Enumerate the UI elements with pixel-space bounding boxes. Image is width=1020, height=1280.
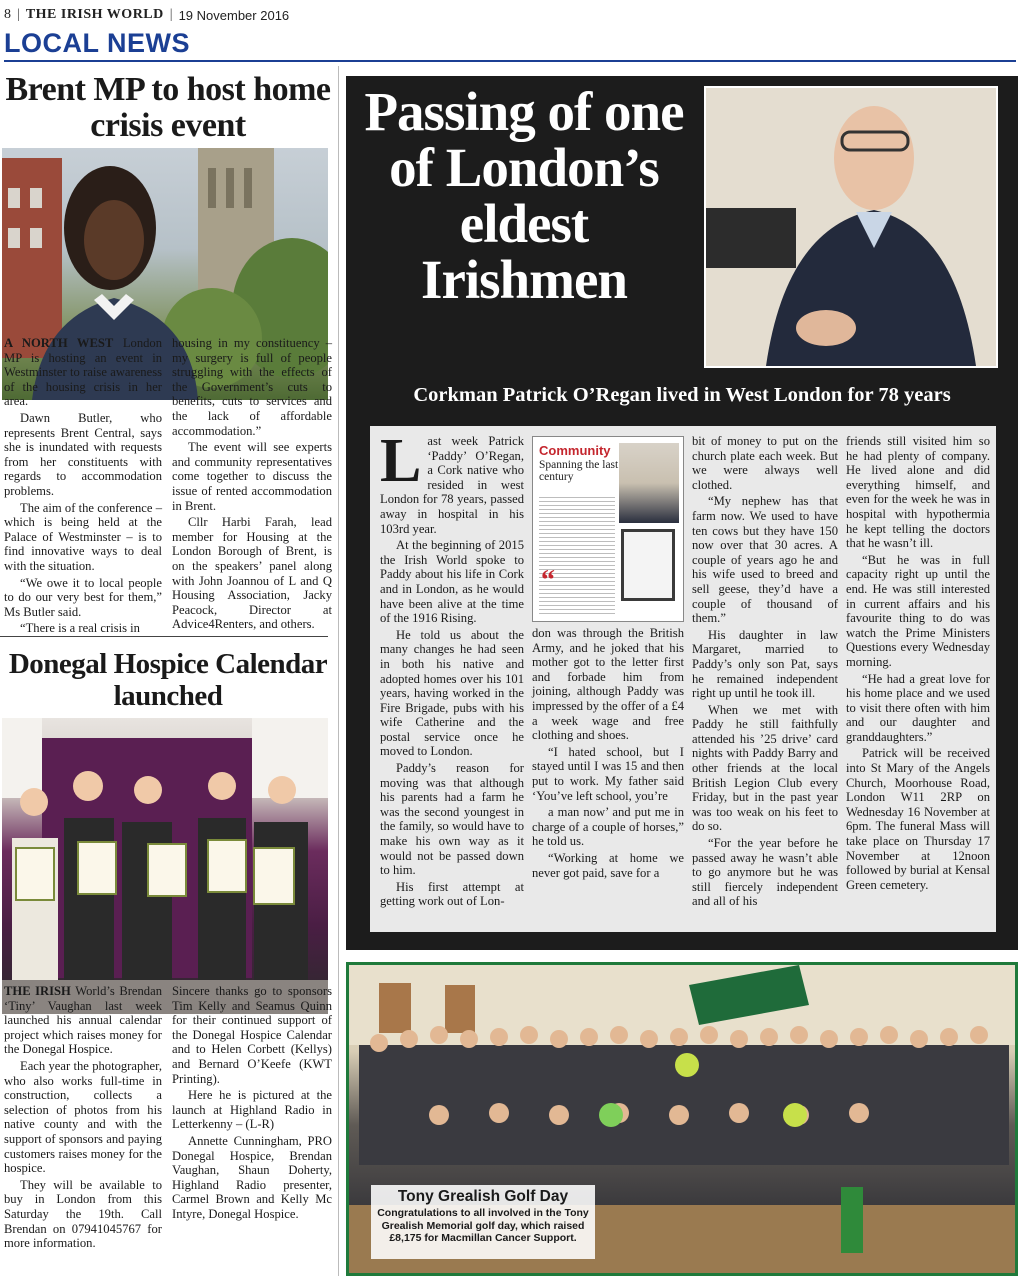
patrick-oregan-photo-art	[706, 88, 996, 366]
feature-para: His first attempt at getting work out of Lon-	[380, 879, 524, 909]
page-number: 8	[4, 7, 11, 22]
feature-para: “He had a great love for his home place and we used to visit there often with him and our daughter and granddaughters.”	[846, 671, 990, 744]
brent-para: The event will see experts and community representatives come together to discuss the issue of rented accommodation in Brent.	[172, 440, 332, 513]
feature-col1	[380, 427, 524, 911]
feature-para: Paddy’s reason for moving was that although his parents had a farm he was the second youngest in the family, so would have to make his own way as it would not be passed down to him.	[380, 761, 524, 878]
feature-para: His daughter in law Margaret, married to Paddy’s only son Pat, says he remained independent right up until he took ill.	[692, 627, 838, 701]
brent-para: “We owe it to local people to do our very best for them,” Ms Butler said.	[4, 575, 162, 619]
brent-para	[4, 336, 162, 409]
donegal-para: Here he is pictured at the launch at Highland Radio in Letterkenny – (L-R)	[172, 1088, 332, 1132]
donegal-headline: Donegal Hospice Calendar launched	[8, 648, 328, 712]
feature-para: He told us about the many changes he had seen in both his native and adopted homes over his 101 years, having worked in the Fire Brigade, pubs with his wife Catherine and the postal service once he moved to London.	[380, 627, 524, 759]
feature-col3	[692, 434, 838, 911]
clip-kicker: Community	[539, 443, 611, 458]
drop-cap: L	[380, 427, 422, 495]
donegal-para	[4, 984, 162, 1057]
feature-panel	[370, 426, 996, 932]
clip-photo	[619, 443, 679, 523]
feature-para: When we met with Paddy he still faithfully attended his ’25 drive’ card nights with Paddy Barry and other friends at the local British Legion Club every Friday, but in the past year was too weak on his feet to do so.	[692, 702, 838, 834]
golf-caption-text: Congratulations to all involved in the Tony Grealish Memorial golf day, which raised £8,175 for Macmillan Cancer Support.	[377, 1207, 589, 1244]
feature-para: “I hated school, but I stayed until I was 15 and then put to work. My father said ‘You’ve left school, you’re	[532, 744, 684, 803]
archive-clipping	[532, 436, 684, 622]
donegal-launch-photo	[2, 718, 328, 1014]
section-title: LOCAL NEWS	[4, 26, 1016, 62]
brent-para: Dawn Butler, who represents Brent Central, says she is inundated with requests from her constituents with regards to accommodation problems.	[4, 410, 162, 498]
masthead	[4, 4, 1016, 26]
feature-subheadline: Corkman Patrick O’Regan lived in West London for 78 years	[413, 384, 951, 406]
column-divider	[338, 66, 339, 1276]
donegal-launch-photo-art	[2, 718, 328, 1014]
feature-para: “But he was in full capacity right up until the end. He was still interested in current affairs and his favourite thing to do was watch the Prime Ministers Questions every Wednesday morning.	[846, 552, 990, 669]
brent-headline: Brent MP to host home crisis event	[5, 71, 331, 144]
left-column	[0, 66, 336, 1276]
brent-lead-caps: A NORTH WEST	[4, 336, 114, 350]
brent-para: “There is a real crisis in	[20, 621, 140, 636]
article-divider	[0, 636, 328, 637]
brent-para: The aim of the conference – which is being held at the Palace of Westminster – is to find innovative ways to deal with the situation.	[4, 500, 162, 573]
donegal-body-col2	[172, 984, 332, 1224]
golf-caption-title: Tony Grealish Golf Day	[397, 1188, 569, 1205]
golf-day-photo	[346, 962, 1018, 1276]
feature-para: “Working at home we never got paid, save for a	[532, 850, 684, 880]
donegal-para: Sincere thanks go to sponsors Tim Kelly and Seamus Quinn for their continued support of the Donegal Hospice Calendar and to Helen Corbett (Kellys) and Bernard O’Keefe (KWT Printing).	[172, 984, 332, 1086]
brent-para: housing in my constituency – my surgery is full of people struggling with the effects of the Government’s cuts to benefits, cuts to services and the lack of affordable accommodation.”	[172, 336, 332, 438]
feature-para: friends still visited him so he had plenty of company. He lived alone and did everything himself, and even for the week he was in hospital with hypothermia he kept telling the doctors that he wasn’t ill.	[846, 434, 990, 551]
donegal-body-col1	[4, 984, 162, 1253]
feature-para: At the beginning of 2015 the Irish World spoke to Paddy about his life in Cork and in London, as he would have been alive at the time of the 1916 Rising.	[380, 538, 524, 626]
feature-col4	[846, 434, 990, 894]
feature-para	[380, 427, 524, 536]
feature-para: “For the year before he passed away he wasn’t able to go anymore but he was still fiercely independent and all of his	[692, 836, 838, 909]
clip-title: Spanning the last century	[539, 459, 619, 483]
feature-box	[346, 76, 1018, 950]
donegal-para: Each year the photographer, who also works full-time in construction, collects a selection of photos from his native county and with the support of sponsors and paying customers raises money for the hospice.	[4, 1058, 162, 1176]
clip-quote-mark: “	[541, 565, 555, 596]
clip-text-lines	[539, 497, 615, 617]
donegal-para: Annette Cunningham, PRO Donegal Hospice, Brendan Vaughan, Shaun Doherty, Highland Radio presenter, Carmel Brown and Kelly Mc Intyre, Donegal Hospice.	[172, 1133, 332, 1221]
feature-para: a man now’ and put me in charge of a couple of horses,” he told us.	[532, 805, 684, 849]
feature-para: Patrick will be received into St Mary of the Angels Church, Moorhouse Road, London W11 2RP on Wednesday 16 November at 6pm. The funeral Mass will take place on Thursday 17 November at 12noon followed by burial at Kensal Green cemetery.	[846, 746, 990, 892]
brent-lead-text: London MP is hosting an event in Westminster to raise awareness of the housing crisis in her area.	[4, 336, 163, 409]
feature-lead-text: ast week Patrick ‘Paddy’ O’Regan, a Cork native who resided in west London for 78 years, passed away in hospital in his 103rd year.	[380, 434, 524, 536]
donegal-para: They will be available to buy in London from this Saturday the 19th. Call Brendan on 07941045767 for more information.	[4, 1177, 162, 1251]
masthead-separator: |	[17, 7, 20, 22]
patrick-oregan-photo	[704, 86, 998, 368]
feature-headline: Passing of one of London’s eldest Irishmen	[364, 81, 684, 310]
golf-caption	[371, 1185, 595, 1259]
donegal-lead-text: World’s Brendan ‘Tiny’ Vaughan last week launched his annual calendar project which raises money for the Donegal Hospice.	[4, 984, 162, 1057]
feature-para: bit of money to put on the church plate each week. But we were always well clothed.	[692, 434, 838, 492]
issue-date: 19 November 2016	[178, 7, 290, 23]
feature-para: don was through the British Army, and he joked that his mother got to the letter first and forbade him from joining, although Paddy was impressed by the offer of a £4 a week wage and free clothing and shoes.	[532, 626, 684, 743]
paper-name: THE IRISH WORLD	[25, 7, 164, 22]
masthead-separator: |	[169, 7, 173, 22]
brent-body-col1	[4, 336, 162, 638]
brent-body-col2	[172, 336, 332, 634]
clip-framed-letter	[621, 529, 675, 601]
brent-para: Cllr Harbi Farah, lead member for Housing at the London Borough of Brent, is on the speakers’ panel along with John Joannou of L and Q Housing Association, Jacky Peacock, Director at Advice4Renters, and others.	[172, 515, 332, 632]
donegal-lead-caps: THE IRISH	[4, 984, 71, 998]
feature-para: “My nephew has that farm now. We used to have ten cows but they have 150 now over that 30 acres. A couple of years ago he and his wife used to breed and sell geese, they’d have a couple of thousand of them.”	[692, 494, 838, 626]
feature-col2	[532, 626, 684, 882]
